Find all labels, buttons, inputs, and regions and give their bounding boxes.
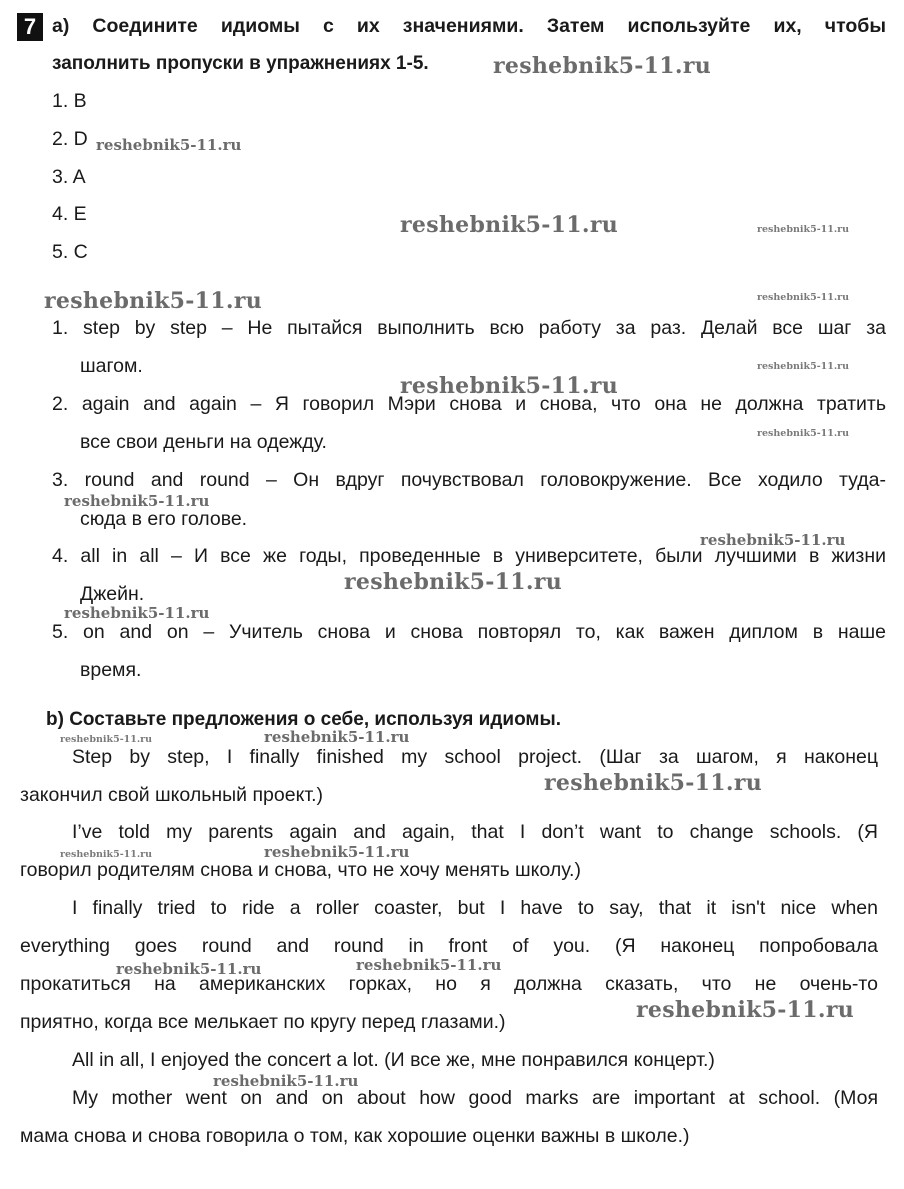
watermark: reshebnik5-11.ru [264, 843, 410, 861]
paragraph-line: говорил родителям снова и снова, что не хочу менять школу.) [20, 859, 581, 881]
watermark: reshebnik5-11.ru [493, 53, 712, 79]
paragraph-line: Step by step, I finally finished my school project. (Шаг за шагом, я наконец [72, 746, 878, 768]
watermark: reshebnik5-11.ru [636, 997, 855, 1023]
watermark: reshebnik5-11.ru [757, 428, 850, 439]
sentence-line: 4. all in all – И все же годы, проведенные в университете, были лучшими в жизни [52, 545, 886, 567]
watermark: reshebnik5-11.ru [96, 136, 242, 154]
answer-item: 2. D [52, 128, 88, 150]
paragraph-line: My mother went on and on about how good marks are important at school. (Моя [72, 1087, 878, 1109]
sentence-line: все свои деньги на одежду. [80, 431, 327, 453]
answer-item: 3. A [52, 166, 86, 188]
paragraph-line: мама снова и снова говорила о том, как хорошие оценки важны в школе.) [20, 1125, 690, 1147]
answer-item: 5. C [52, 241, 88, 263]
watermark: reshebnik5-11.ru [64, 604, 210, 622]
watermark: reshebnik5-11.ru [60, 849, 153, 860]
answer-item: 4. E [52, 203, 87, 225]
watermark: reshebnik5-11.ru [356, 956, 502, 974]
watermark: reshebnik5-11.ru [44, 288, 263, 314]
sentence-line: время. [80, 659, 142, 681]
paragraph-line: закончил свой школьный проект.) [20, 784, 324, 806]
part-a-heading-line1: a) Соедините идиомы с их значениями. Затем используйте их, чтобы [52, 15, 886, 37]
part-a-heading-line2: заполнить пропуски в упражнениях 1-5. [52, 53, 429, 74]
sentence-line: 3. round and round – Он вдруг почувствовал головокружение. Все ходило туда- [52, 469, 886, 491]
sentence-line: 2. again and again – Я говорил Мэри снова и снова, что она не должна тратить [52, 393, 886, 415]
sentence-line: Джейн. [80, 583, 145, 605]
watermark: reshebnik5-11.ru [400, 212, 619, 238]
paragraph-line: I finally tried to ride a roller coaster, but I have to say, that it isn't nice when [72, 897, 878, 919]
sentence-line: шагом. [80, 355, 143, 377]
sentence-line: 1. step by step – Не пытайся выполнить всю работу за раз. Делай все шаг за [52, 317, 886, 339]
sentence-line: сюда в его голове. [80, 508, 248, 530]
watermark: reshebnik5-11.ru [344, 569, 563, 595]
sentence-line: 5. on and on – Учитель снова и снова повторял то, как важен диплом в наше [52, 621, 886, 643]
paragraph-line: приятно, когда все мелькает по кругу перед глазами.) [20, 1011, 506, 1033]
watermark: reshebnik5-11.ru [64, 492, 210, 510]
watermark: reshebnik5-11.ru [544, 770, 763, 796]
paragraph-line: All in all, I enjoyed the concert a lot. (И все же, мне понравился концерт.) [72, 1049, 715, 1071]
paragraph-line: everything goes round and round in front of you. (Я наконец попробовала [20, 935, 878, 957]
watermark: reshebnik5-11.ru [60, 734, 153, 745]
watermark: reshebnik5-11.ru [264, 728, 410, 746]
watermark: reshebnik5-11.ru [757, 361, 850, 372]
paragraph-line: прокатиться на американских горках, но я должна сказать, что не очень-то [20, 973, 878, 995]
watermark: reshebnik5-11.ru [400, 373, 619, 399]
watermark: reshebnik5-11.ru [757, 224, 850, 235]
exercise-number-badge: 7 [17, 13, 43, 41]
paragraph-line: I’ve told my parents again and again, that I don’t want to change schools. (Я [72, 821, 878, 843]
watermark: reshebnik5-11.ru [757, 292, 850, 303]
watermark: reshebnik5-11.ru [213, 1072, 359, 1090]
watermark: reshebnik5-11.ru [700, 531, 846, 549]
answer-item: 1. B [52, 90, 87, 112]
watermark: reshebnik5-11.ru [116, 960, 262, 978]
part-b-heading: b) Составьте предложения о себе, используя идиомы. [46, 709, 561, 730]
